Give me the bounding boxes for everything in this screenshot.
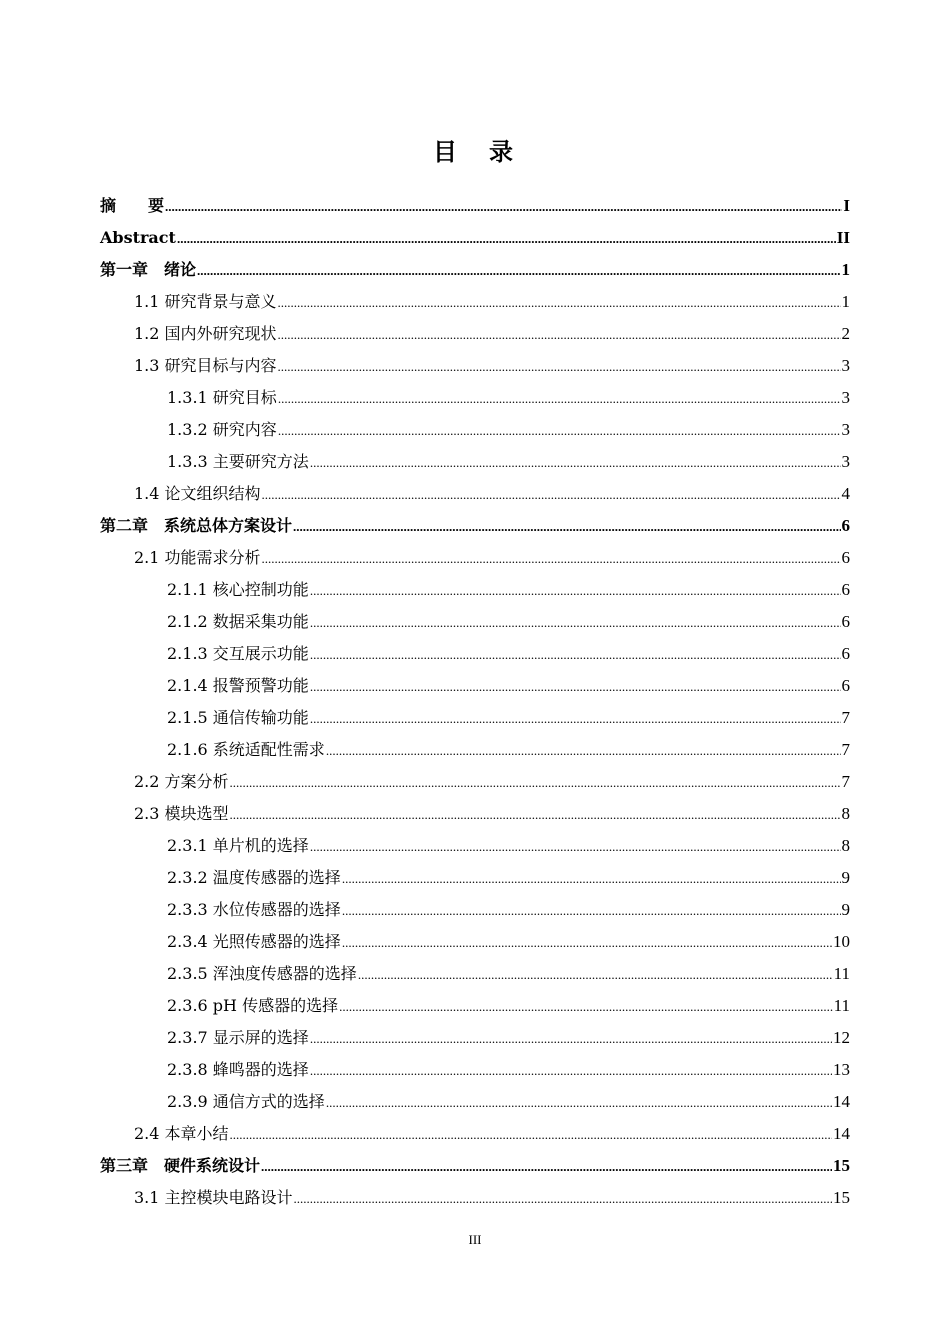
toc-entry-page: 4 [841,484,850,503]
toc-entry-page: 10 [833,932,850,951]
toc-leader-dots [310,1055,832,1087]
toc-leader-dots [310,447,841,479]
toc-entry-title: 2.2 方案分析 [134,772,229,791]
toc-leader-dots [326,735,841,767]
toc-entry-title: 2.1.2 数据采集功能 [167,612,309,631]
toc-entry-page: 8 [841,836,850,855]
toc-entry-page: 9 [841,868,850,887]
toc-entry-2-3-7[interactable] [100,1022,850,1054]
toc-leader-dots [310,831,841,863]
toc-entry-title: 2.1.4 报警预警功能 [167,676,309,695]
toc-leader-dots [310,671,841,703]
toc-entry-title: 2.3.5 浑浊度传感器的选择 [167,964,357,983]
toc-entry-2-3-1[interactable] [100,830,850,862]
toc-entry-page: 2 [841,324,850,343]
toc-leader-dots [342,927,832,959]
toc-entry-1-3-1[interactable] [100,382,850,414]
toc-entry-title: 第二章 系统总体方案设计 [100,516,293,535]
toc-entry-page: I [843,196,850,215]
toc-entry-title: 1.3.1 研究目标 [167,388,277,407]
toc-leader-dots [310,639,841,671]
toc-entry-title: 2.3.6 pH 传感器的选择 [167,996,339,1015]
toc-entry-title: 2.3.8 蜂鸣器的选择 [167,1060,309,1079]
toc-entry-page: 6 [841,516,850,535]
toc-leader-dots [262,543,841,575]
toc-entry-2-3-4[interactable] [100,926,850,958]
toc-leader-dots [230,1119,832,1151]
toc-entry-page: II [836,228,850,247]
toc-entry-page: 14 [833,1092,850,1111]
toc-entry-title: 2.4 本章小结 [134,1124,229,1143]
toc-leader-dots [358,959,833,991]
toc-leader-dots [310,575,841,607]
toc-entry-page: 1 [841,260,850,279]
toc-leader-dots [278,319,841,351]
toc-leader-dots [177,223,836,255]
page-number: III [468,1232,482,1247]
toc-entry-title: 2.3 模块选型 [134,804,229,823]
toc-entry-2-3-8[interactable] [100,1054,850,1086]
toc-entry-page: 3 [841,356,850,375]
toc-entry-2-3-2[interactable] [100,862,850,894]
toc-leader-dots [165,191,842,223]
toc-entry-title: 1.3 研究目标与内容 [134,356,277,375]
toc-entry-title: 1.3.2 研究内容 [167,420,277,439]
toc-entry-chapter-3[interactable] [100,1150,850,1182]
toc-leader-dots [326,1087,832,1119]
toc-entry-title: 2.3.9 通信方式的选择 [167,1092,325,1111]
toc-entry-page: 7 [841,772,850,791]
toc-leader-dots [278,383,841,415]
toc-entry-title: 2.1.5 通信传输功能 [167,708,309,727]
toc-leader-dots [261,1151,832,1183]
toc-entry-title: 第三章 硬件系统设计 [100,1156,261,1175]
toc-entry-title: 1.3.3 主要研究方法 [167,452,309,471]
toc-entry-title: 1.2 国内外研究现状 [134,324,277,343]
toc-entry-title: 2.1 功能需求分析 [134,548,261,567]
toc-entry-page: 7 [841,740,850,759]
toc-entry-title: 2.3.7 显示屏的选择 [167,1028,309,1047]
toc-leader-dots [278,287,841,319]
toc-entry-1-2[interactable] [100,318,850,350]
toc-entry-page: 6 [841,612,850,631]
toc-entry-page: 8 [841,804,850,823]
toc-entry-2-4[interactable] [100,1118,850,1150]
toc-entry-1-4[interactable] [100,478,850,510]
toc-entry-page: 1 [841,292,850,311]
toc-entry-1-1[interactable] [100,286,850,318]
toc-entry-page: 6 [841,580,850,599]
toc-entry-page: 6 [841,644,850,663]
toc-entry-page: 11 [833,996,850,1015]
toc-entry-abstract-cn[interactable] [100,190,850,222]
toc-entry-2-1[interactable] [100,542,850,574]
toc-entry-title: 2.3.3 水位传感器的选择 [167,900,341,919]
toc-entry-2-3-5[interactable] [100,958,850,990]
toc-entry-page: 15 [833,1156,850,1175]
toc-entry-page: 13 [833,1060,850,1079]
toc-entry-2-1-5[interactable] [100,702,850,734]
toc-entry-2-3-6[interactable] [100,990,850,1022]
toc-entry-2-1-6[interactable] [100,734,850,766]
toc-entry-title: 2.1.3 交互展示功能 [167,644,309,663]
toc-entry-page: 12 [833,1028,850,1047]
toc-entry-title: 1.1 研究背景与意义 [134,292,277,311]
toc-entry-page: 14 [833,1124,850,1143]
toc-leader-dots [342,895,841,927]
page-title: 目 录 [433,137,517,166]
toc-leader-dots [339,991,833,1023]
toc-entry-2-1-3[interactable] [100,638,850,670]
toc-entry-1-3-3[interactable] [100,446,850,478]
toc-entry-page: 3 [841,388,850,407]
toc-entry-title: 2.3.1 单片机的选择 [167,836,309,855]
toc-leader-dots [342,863,841,895]
toc-entry-3-1[interactable] [100,1182,850,1214]
toc-leader-dots [197,255,840,287]
table-of-contents [100,190,850,1214]
toc-entry-abstract-en[interactable] [100,222,850,254]
toc-entry-title: 摘 要 [100,196,165,215]
toc-entry-title: 2.3.4 光照传感器的选择 [167,932,341,951]
toc-leader-dots [310,703,841,735]
toc-leader-dots [278,351,841,383]
toc-entry-title: 3.1 主控模块电路设计 [134,1188,293,1207]
toc-leader-dots [293,511,840,543]
toc-leader-dots [310,607,841,639]
toc-entry-2-3-9[interactable] [100,1086,850,1118]
toc-entry-2-1-2[interactable] [100,606,850,638]
toc-leader-dots [294,1183,832,1215]
toc-entry-page: 15 [833,1188,850,1207]
toc-entry-page: 11 [833,964,850,983]
toc-entry-page: 3 [841,420,850,439]
toc-entry-page: 3 [841,452,850,471]
toc-leader-dots [262,479,841,511]
toc-entry-2-1-1[interactable] [100,574,850,606]
toc-leader-dots [310,1023,832,1055]
toc-entry-page: 6 [841,548,850,567]
toc-leader-dots [230,799,841,831]
toc-leader-dots [230,767,841,799]
toc-entry-title: 2.1.1 核心控制功能 [167,580,309,599]
toc-entry-title: 1.4 论文组织结构 [134,484,261,503]
toc-entry-chapter-1[interactable] [100,254,850,286]
toc-entry-page: 6 [841,676,850,695]
toc-entry-title: Abstract [100,228,176,247]
toc-entry-2-2[interactable] [100,766,850,798]
toc-entry-chapter-2[interactable] [100,510,850,542]
toc-entry-page: 9 [841,900,850,919]
toc-entry-2-3-3[interactable] [100,894,850,926]
toc-entry-1-3-2[interactable] [100,414,850,446]
toc-entry-2-1-4[interactable] [100,670,850,702]
toc-entry-title: 2.3.2 温度传感器的选择 [167,868,341,887]
toc-entry-page: 7 [841,708,850,727]
toc-entry-1-3[interactable] [100,350,850,382]
toc-leader-dots [278,415,841,447]
toc-entry-title: 2.1.6 系统适配性需求 [167,740,325,759]
toc-entry-2-3[interactable] [100,798,850,830]
toc-entry-title: 第一章 绪论 [100,260,197,279]
